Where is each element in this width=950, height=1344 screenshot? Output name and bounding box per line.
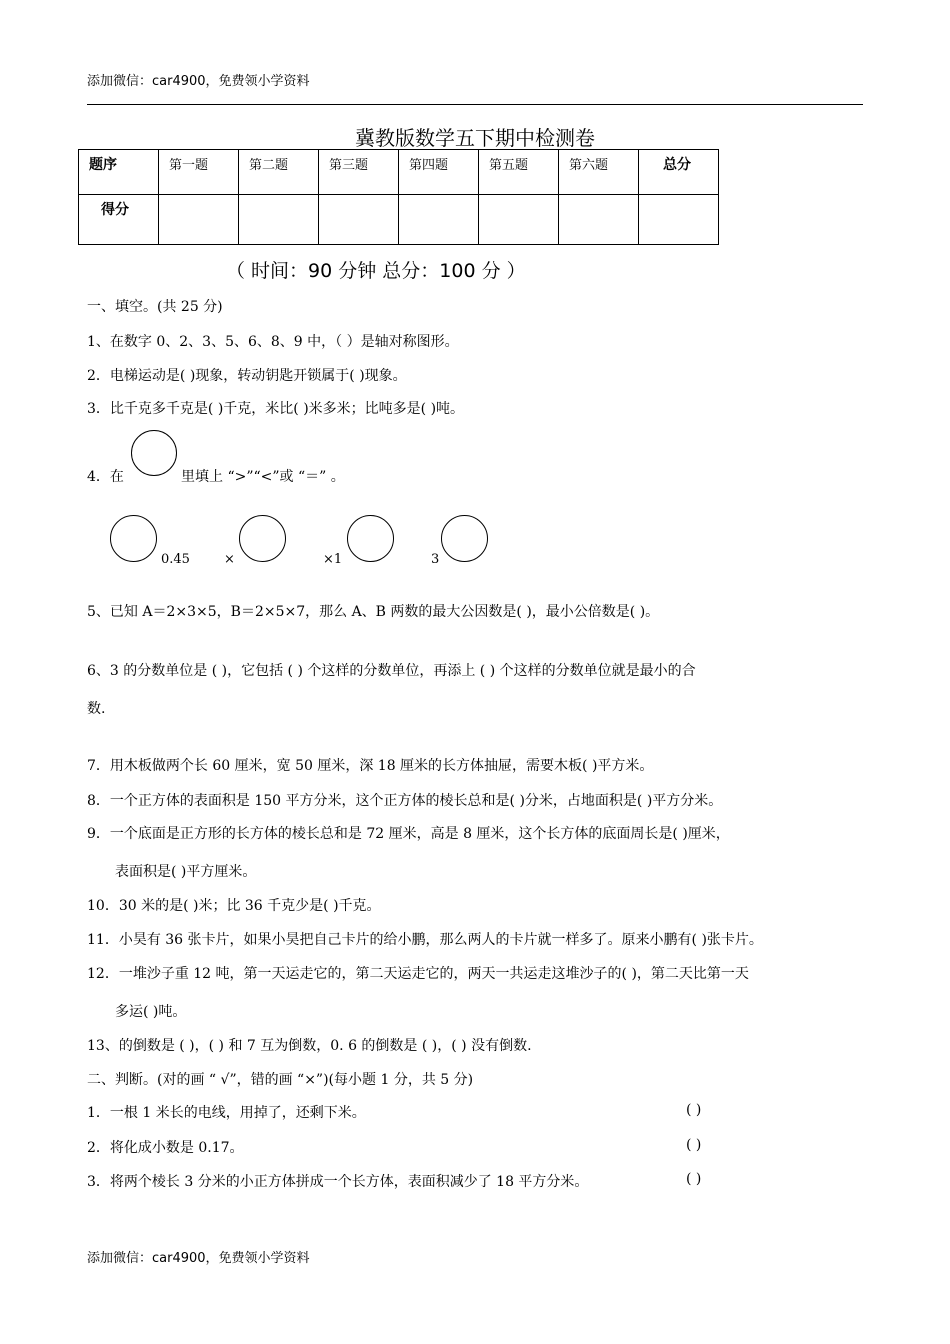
compare-circle-blank[interactable] bbox=[347, 515, 394, 562]
page-title: 冀教版数学五下期中检测卷 bbox=[355, 126, 595, 150]
question-12-line1: 12．一堆沙子重 12 吨，第一天运走它的，第二天运走它的，两天一共运走这堆沙子的( )，第二天比第一天 bbox=[87, 966, 749, 982]
footer-watermark-text: 添加微信：car4900，免费领小学资料 bbox=[87, 1251, 310, 1266]
score-blank[interactable] bbox=[639, 195, 719, 245]
question-11: 11．小昊有 36 张卡片，如果小昊把自己卡片的给小鹏，那么两人的卡片就一样多了。原来小鹏有( )张卡片。 bbox=[87, 932, 763, 948]
question-9-line2: 表面积是( )平方厘米。 bbox=[115, 864, 257, 880]
section1-heading: 一、填空。(共 25 分) bbox=[87, 299, 223, 315]
question-9-line1: 9．一个底面是正方形的长方体的棱长总和是 72 厘米，高是 8 厘米，这个长方体的底面周长是( )厘米， bbox=[87, 826, 730, 842]
score-cell-q6: 第六题 bbox=[559, 150, 639, 195]
compare-circle-blank[interactable] bbox=[110, 515, 157, 562]
score-blank[interactable] bbox=[239, 195, 319, 245]
score-blank[interactable] bbox=[319, 195, 399, 245]
score-blank[interactable] bbox=[159, 195, 239, 245]
score-blank[interactable] bbox=[399, 195, 479, 245]
question-7: 7．用木板做两个长 60 厘米，宽 50 厘米，深 18 厘米的长方体抽屉，需要木板( )平方米。 bbox=[87, 758, 654, 774]
judge-item-2: 2．将化成小数是 0.17。 bbox=[87, 1140, 244, 1156]
score-table-score-row bbox=[79, 195, 719, 245]
question-6-line1: 6、3 的分数单位是 ( )，它包括 ( ) 个这样的分数单位，再添上 ( ) 个这样的分数单位就是最小的合 bbox=[87, 663, 696, 679]
judge-item-3: 3．将两个棱长 3 分米的小正方体拼成一个长方体，表面积减少了 18 平方分米。 bbox=[87, 1174, 589, 1190]
score-cell-q2: 第二题 bbox=[239, 150, 319, 195]
score-cell-total: 总分 bbox=[639, 150, 719, 195]
header-watermark-text: 添加微信：car4900，免费领小学资料 bbox=[87, 74, 310, 89]
compare-circle-icon bbox=[131, 430, 177, 476]
score-cell-q1: 第一题 bbox=[159, 150, 239, 195]
compare-operand: ×1 bbox=[323, 552, 343, 567]
judge-answer-paren[interactable]: ( ) bbox=[686, 1137, 702, 1153]
question-1: 1、在数字 0、2、3、5、6、8、9 中，（ ）是轴对称图形。 bbox=[87, 334, 459, 350]
compare-circle-blank[interactable] bbox=[441, 515, 488, 562]
header-divider bbox=[87, 104, 863, 105]
question-4-prefix: 4．在 bbox=[87, 469, 124, 485]
score-cell-q4: 第四题 bbox=[399, 150, 479, 195]
question-3: 3．比千克多千克是( )千克，米比( )米多米；比吨多是( )吨。 bbox=[87, 401, 465, 417]
question-8: 8．一个正方体的表面积是 150 平方分米，这个正方体的棱长总和是( )分米，占地面积是( )平方分米。 bbox=[87, 793, 723, 809]
section2-heading: 二、判断。(对的画 “ √”，错的画 “×”)(每小题 1 分，共 5 分) bbox=[87, 1072, 474, 1088]
compare-operand: 3 bbox=[431, 552, 440, 567]
judge-item-1: 1．一根 1 米长的电线，用掉了，还剩下米。 bbox=[87, 1105, 366, 1121]
score-cell-label: 题序 bbox=[79, 150, 159, 195]
question-13: 13、的倒数是 ( )，( ) 和 7 互为倒数，0. 6 的倒数是 ( )，( ) 没有倒数. bbox=[87, 1038, 532, 1054]
compare-circle-blank[interactable] bbox=[239, 515, 286, 562]
question-12-line2: 多运( )吨。 bbox=[115, 1004, 187, 1020]
question-5: 5、已知 A＝2×3×5，B＝2×5×7，那么 A、B 两数的最大公因数是( )，最小公倍数是( )。 bbox=[87, 604, 660, 620]
score-table bbox=[78, 149, 719, 245]
judge-answer-paren[interactable]: ( ) bbox=[686, 1171, 702, 1187]
question-2: 2．电梯运动是( )现象，转动钥匙开锁属于( )现象。 bbox=[87, 368, 407, 384]
time-and-score-line: （ 时间：90 分钟 总分：100 分 ） bbox=[226, 260, 526, 282]
question-6-line2: 数. bbox=[87, 701, 106, 717]
score-cell-q5: 第五题 bbox=[479, 150, 559, 195]
score-row-label: 得分 bbox=[79, 195, 159, 245]
score-cell-q3: 第三题 bbox=[319, 150, 399, 195]
score-table-header-row bbox=[79, 150, 719, 195]
question-10: 10．30 米的是( )米；比 36 千克少是( )千克。 bbox=[87, 898, 381, 914]
score-blank[interactable] bbox=[559, 195, 639, 245]
judge-answer-paren[interactable]: ( ) bbox=[686, 1102, 702, 1118]
question-4-text: 里填上 “>”“<”或 “＝” 。 bbox=[181, 469, 345, 485]
compare-operand: 0.45 bbox=[161, 552, 190, 567]
compare-operand: × bbox=[224, 552, 235, 567]
score-blank[interactable] bbox=[479, 195, 559, 245]
